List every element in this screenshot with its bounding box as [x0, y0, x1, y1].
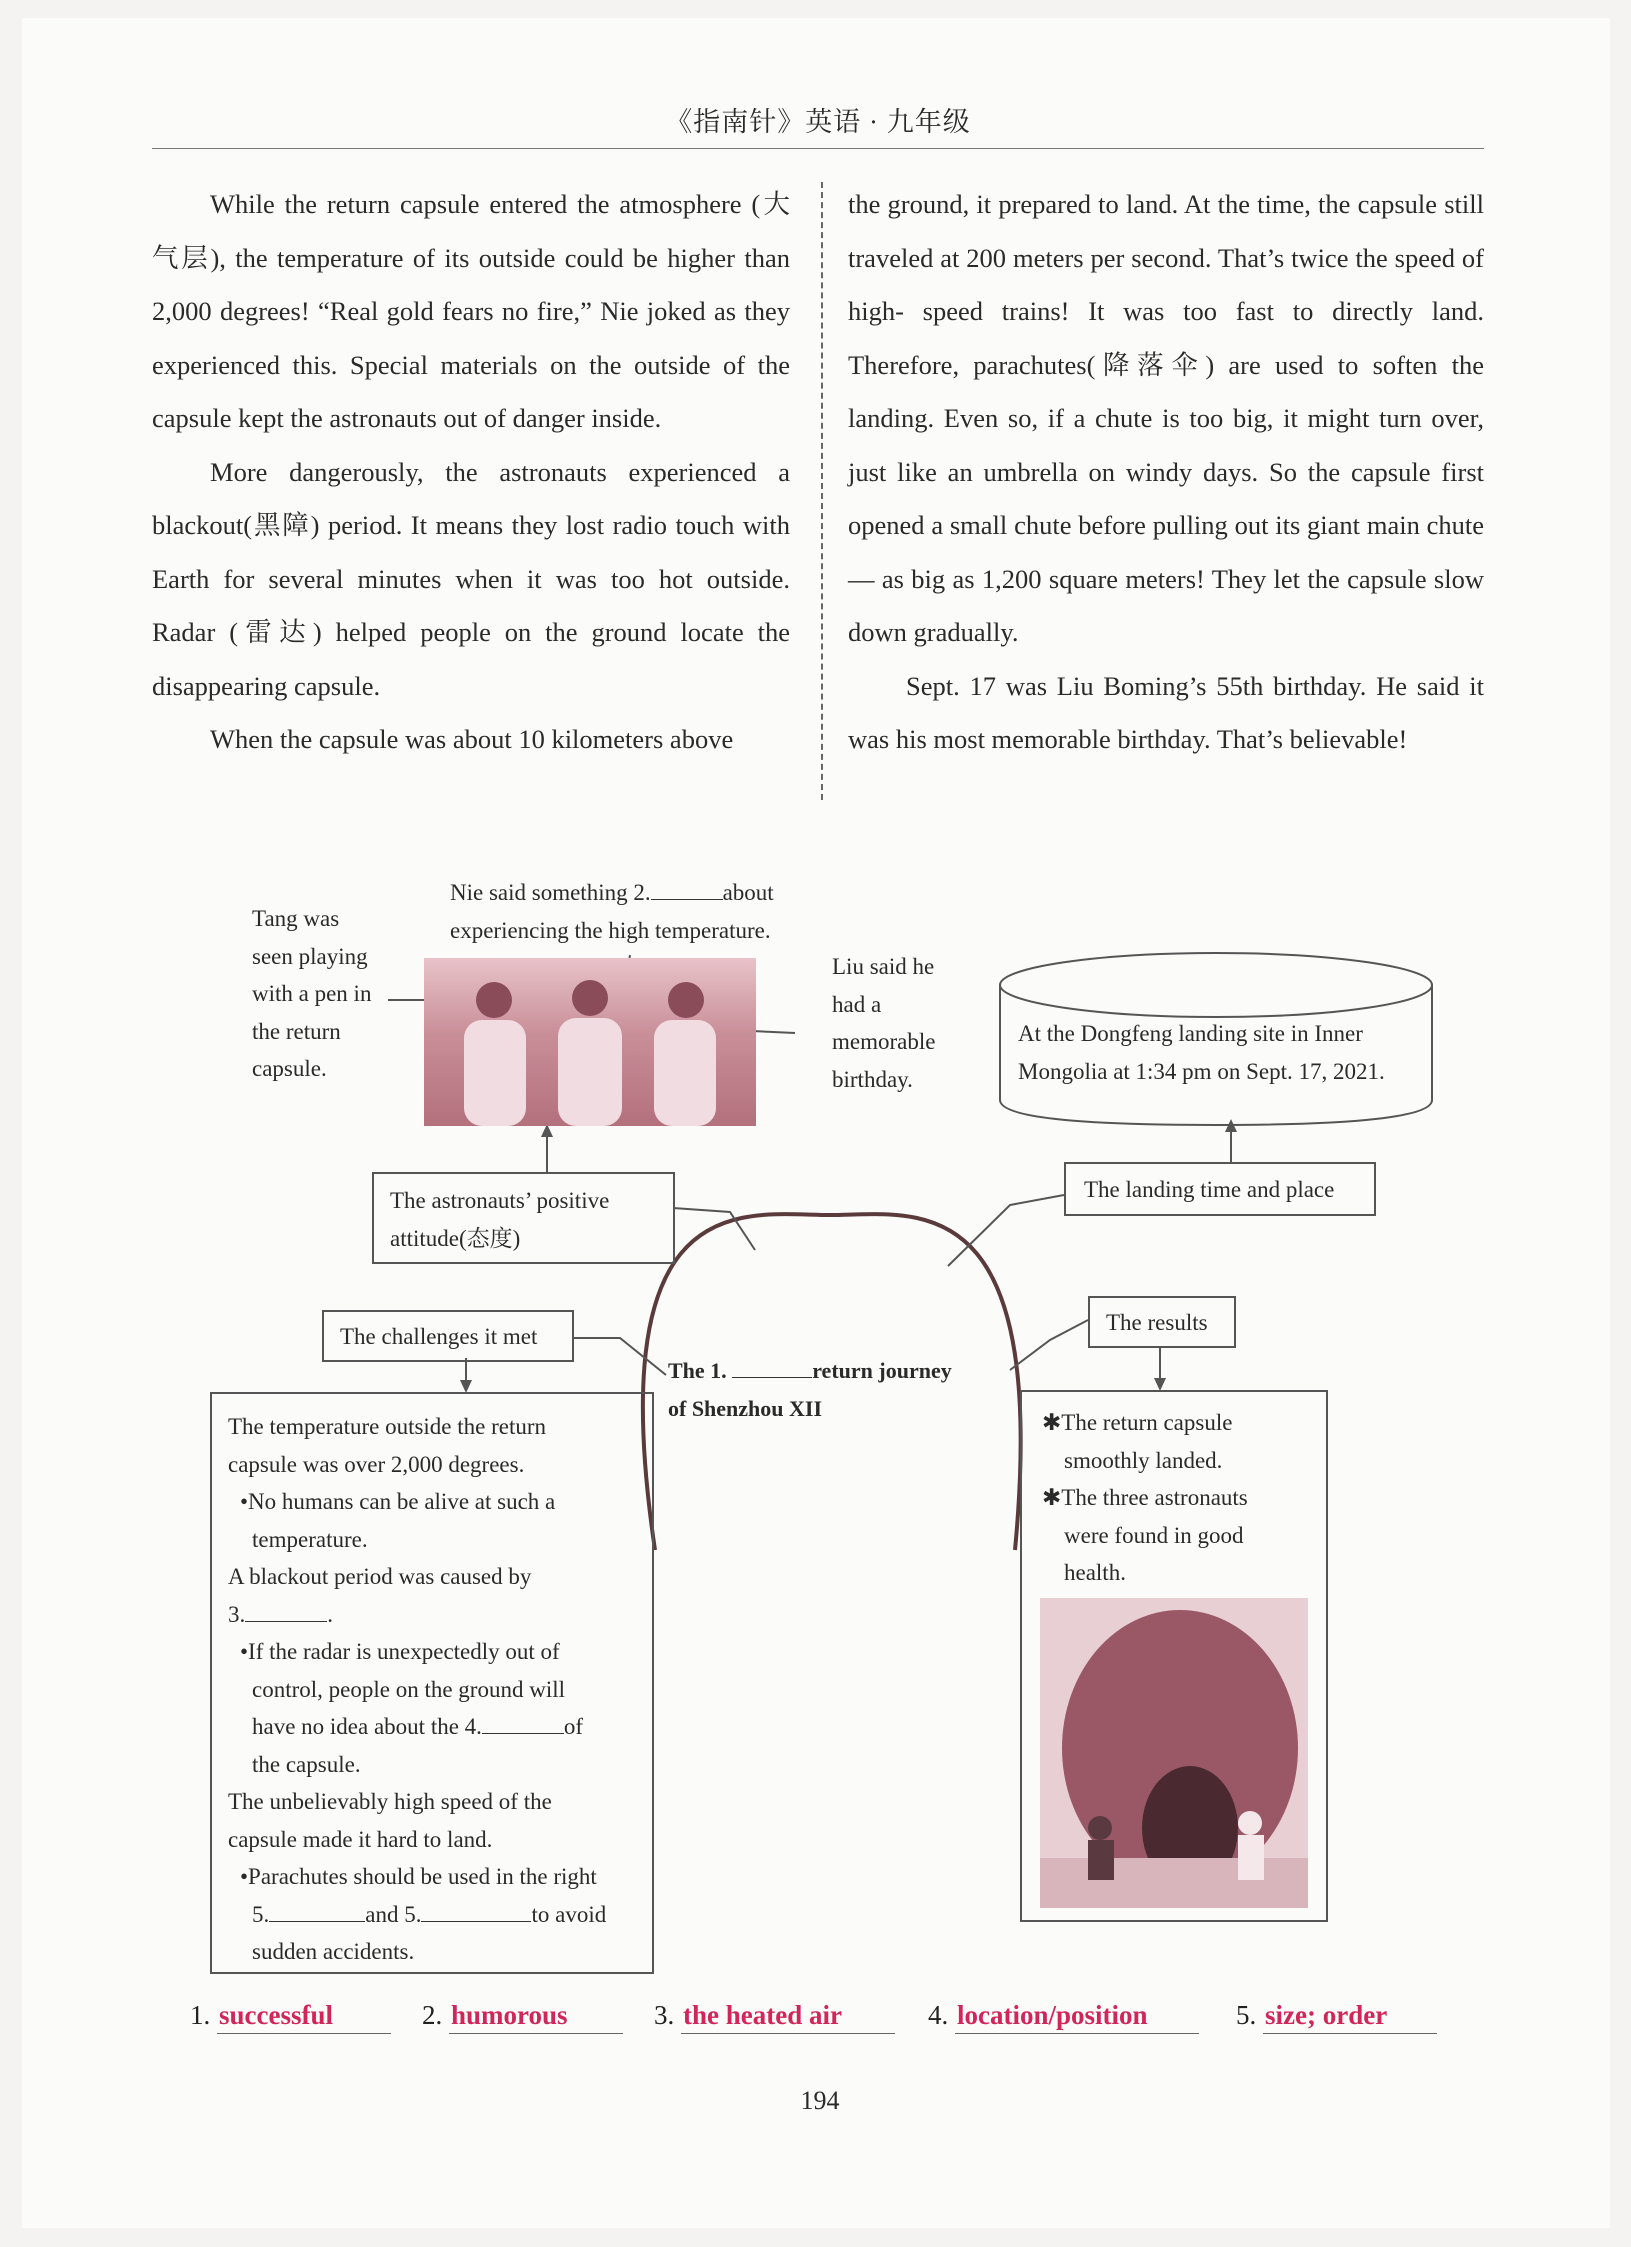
- blank-5b[interactable]: [421, 1921, 531, 1922]
- center-line2: of Shenzhou XII: [668, 1395, 823, 1421]
- center-topic: [668, 1352, 1008, 1427]
- answer-2: [422, 2000, 623, 2034]
- landing-box-text: The landing time and place: [1084, 1177, 1335, 1202]
- answer-text: location/position: [955, 2000, 1199, 2034]
- answer-5: [1236, 2000, 1437, 2034]
- answer-text: the heated air: [681, 2000, 895, 2034]
- results-box-text: The results: [1106, 1310, 1208, 1335]
- astronauts-photo: [424, 958, 756, 1126]
- paragraph: When the capsule was about 10 kilometers above: [210, 724, 734, 754]
- landing-info: [1018, 1015, 1426, 1090]
- challenge-line: sudden accidents.: [252, 1939, 415, 1964]
- challenge-line: control, people on the ground will: [252, 1676, 565, 1702]
- challenge-line: 5.: [252, 1901, 270, 1927]
- tang-note-line: with a pen in: [252, 981, 372, 1006]
- answer-3: [654, 2000, 895, 2034]
- challenge-line: to avoid: [531, 1901, 607, 1927]
- blank-3[interactable]: [245, 1621, 327, 1622]
- nie-note: [450, 874, 818, 949]
- nie-note-pre: Nie said something 2.: [450, 880, 651, 905]
- answer-text: size; order: [1263, 2000, 1437, 2034]
- paragraph: While the return capsule entered the atmosphere (大气层), the temperature of its outside could be higher than 2,000 degrees! “Real gold fears no fire,” Nie joked as they experienced this. Special materials on the outside of the capsule kept the astronauts out of danger inside.: [152, 189, 790, 433]
- results-detail-box: [1020, 1390, 1328, 1922]
- capsule-illustration: [1040, 1598, 1308, 1908]
- challenge-line: •No humans can be alive at such a: [240, 1489, 556, 1514]
- tang-note-line: seen playing: [252, 943, 368, 969]
- answer-1: [190, 2000, 391, 2034]
- answer-num: 2.: [422, 2000, 443, 2030]
- blank-5a[interactable]: [269, 1921, 365, 1922]
- center-pre: The 1.: [668, 1358, 733, 1383]
- result-line: were found in good: [1064, 1522, 1244, 1548]
- attitude-box: [372, 1172, 675, 1264]
- landing-info-line: Mongolia at 1:34 pm on Sept. 17, 2021.: [1018, 1058, 1385, 1084]
- blank-4[interactable]: [482, 1733, 564, 1734]
- challenge-line: capsule made it hard to land.: [228, 1826, 493, 1852]
- challenge-num-3: 3.: [228, 1601, 246, 1627]
- tang-note-line: Tang was: [252, 906, 340, 931]
- period: .: [327, 1601, 333, 1627]
- challenges-box: [322, 1310, 574, 1362]
- paragraph: More dangerously, the astronauts experienced a blackout(黑障) period. It means they lost radio touch with Earth for several minutes when it was too hot outside. Radar (雷达) helped people on the ground locate the disappearing capsule.: [152, 456, 790, 701]
- connector-landing: [948, 1195, 1064, 1266]
- liu-note-line: had a: [832, 991, 882, 1017]
- result-line: smoothly landed.: [1064, 1447, 1223, 1473]
- blank-1[interactable]: [732, 1377, 812, 1378]
- answer-4: [928, 2000, 1199, 2034]
- connector-results: [1010, 1320, 1088, 1370]
- challenge-line: •Parachutes should be used in the right: [240, 1864, 597, 1889]
- results-detail-text: [1042, 1404, 1312, 1592]
- liu-note-line: birthday.: [832, 1066, 913, 1092]
- challenge-line: and 5.: [365, 1901, 422, 1927]
- challenge-line: capsule was over 2,000 degrees.: [228, 1451, 525, 1477]
- nie-note-line2: experiencing the high temperature.: [450, 917, 771, 943]
- landing-info-line: At the Dongfeng landing site in Inner: [1018, 1021, 1363, 1046]
- answer-num: 1.: [190, 2000, 211, 2030]
- landing-cylinder-top: [1000, 953, 1432, 1017]
- liu-note-line: memorable: [832, 1029, 936, 1054]
- attitude-line: attitude(态度): [390, 1225, 521, 1251]
- answer-num: 4.: [928, 2000, 949, 2030]
- nie-note-post: about: [722, 880, 774, 905]
- challenge-line: of: [563, 1714, 584, 1739]
- challenge-line: the capsule.: [252, 1751, 361, 1777]
- challenges-detail-box: [210, 1392, 654, 1974]
- astronauts-illustration: [424, 958, 756, 1126]
- answer-text: successful: [217, 2000, 391, 2034]
- landing-box: [1064, 1162, 1376, 1216]
- attitude-line: The astronauts’ positive: [390, 1188, 610, 1213]
- challenge-line: A blackout period was caused by: [228, 1564, 532, 1589]
- tang-note-line: the return: [252, 1018, 341, 1044]
- answer-num: 3.: [654, 2000, 675, 2030]
- capsule-photo: [1040, 1598, 1308, 1908]
- results-box: [1088, 1296, 1236, 1348]
- paragraph: Sept. 17 was Liu Boming’s 55th birthday. He said it was his most memorable birthday. That’s believable!: [848, 670, 1484, 754]
- challenges-detail-text: [228, 1408, 636, 1971]
- result-line: ✱The return capsule: [1042, 1410, 1233, 1435]
- challenge-line: temperature.: [252, 1526, 368, 1552]
- attitude-box-text: [390, 1182, 660, 1257]
- paragraph: the ground, it prepared to land. At the time, the capsule still traveled at 200 meters per second. That’s twice the speed of high- speed trains! It was too fast to directly land. Therefore, parachutes(降落伞) are used to soften the landing. Even so, if a chute is too big, it might turn over, just like an umbrella on windy days. So the capsule first opened a small chute before pulling out its giant main chute — as big as 1,200 square meters! They let the capsule slow down gradually.: [848, 189, 1484, 647]
- page-header: 《指南针》英语 · 九年级: [665, 107, 971, 137]
- result-line: health.: [1064, 1560, 1126, 1585]
- result-line: ✱The three astronauts: [1042, 1485, 1248, 1510]
- challenges-box-text: The challenges it met: [340, 1324, 538, 1349]
- answer-num: 5.: [1236, 2000, 1257, 2030]
- liu-note: [832, 948, 950, 1098]
- page-number: 194: [800, 2086, 840, 2115]
- blank-2[interactable]: [651, 899, 723, 900]
- center-post: return journey: [812, 1358, 952, 1383]
- challenge-line: The unbelievably high speed of the: [228, 1789, 552, 1814]
- challenge-line: have no idea about the 4.: [252, 1714, 482, 1739]
- connector-challenges: [574, 1338, 666, 1375]
- tang-note: [252, 900, 384, 1088]
- challenge-line: The temperature outside the return: [228, 1414, 547, 1439]
- liu-note-line: Liu said he: [832, 954, 935, 979]
- tang-note-line: capsule.: [252, 1056, 327, 1081]
- answer-text: humorous: [449, 2000, 623, 2034]
- challenge-line: •If the radar is unexpectedly out of: [240, 1639, 560, 1664]
